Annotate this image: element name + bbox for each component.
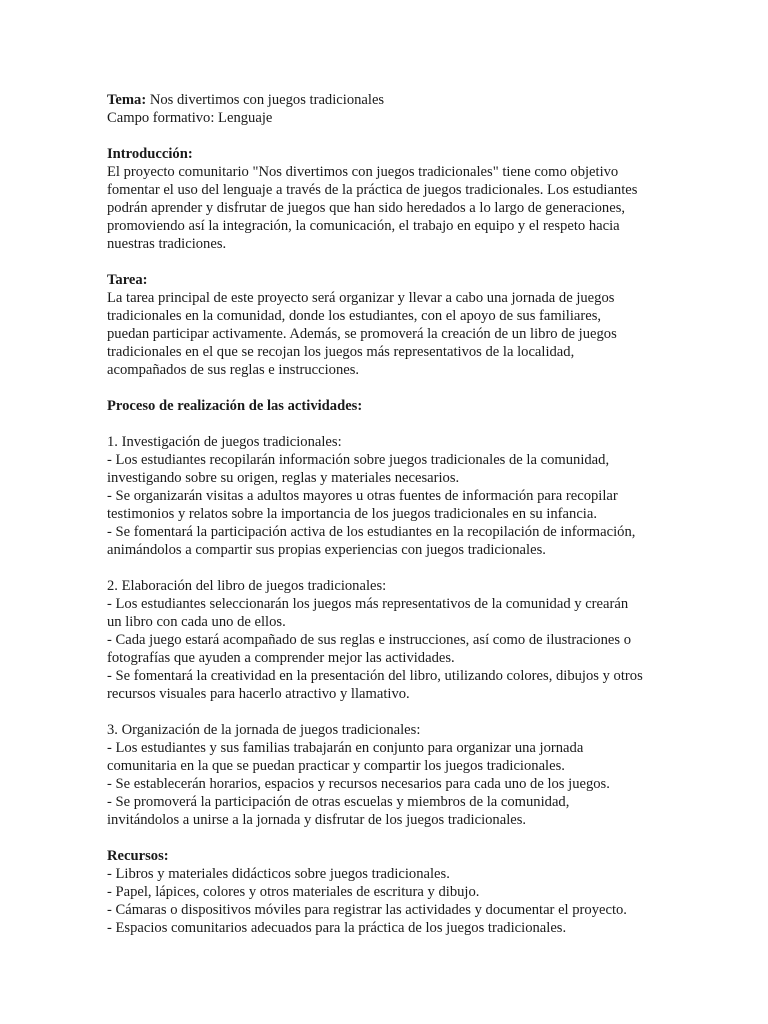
tarea-heading: Tarea: xyxy=(107,272,148,288)
recursos-line: - Papel, lápices, colores y otros materiales de escritura y dibujo. xyxy=(107,884,480,900)
step-line: testimonios y relatos sobre la importancia de los juegos tradicionales en su infancia. xyxy=(107,506,597,522)
step-line: animándolos a compartir sus propias experiencias con juegos tradicionales. xyxy=(107,542,546,558)
step-title: 1. Investigación de juegos tradicionales: xyxy=(107,434,342,450)
tarea-line: tradicionales en la comunidad, donde los estudiantes, con el apoyo de sus familiares, xyxy=(107,308,602,324)
step-line: fotografías que ayuden a comprender mejor las actividades. xyxy=(107,650,455,666)
spacer xyxy=(107,415,667,433)
step-line: invitándolos a unirse a la jornada y disfrutar de los juegos tradicionales. xyxy=(107,812,527,828)
step-line: - Los estudiantes recopilarán información sobre juegos tradicionales de la comunidad, xyxy=(107,452,610,468)
recursos-line: - Espacios comunitarios adecuados para la práctica de los juegos tradicionales. xyxy=(107,920,567,936)
tarea-line: acompañados de sus reglas e instrucciones. xyxy=(107,362,360,378)
tarea-line: tradicionales en el que se recojan los juegos más representativos de la localidad, xyxy=(107,344,575,360)
step-line: - Se promoverá la participación de otras escuelas y miembros de la comunidad, xyxy=(107,794,570,810)
tarea-line: La tarea principal de este proyecto será organizar y llevar a cabo una jornada de juegos xyxy=(107,290,615,306)
step-title: 2. Elaboración del libro de juegos tradicionales: xyxy=(107,578,387,594)
introduccion-line: promoviendo así la integración, la comunicación, el trabajo en equipo y el respeto hacia xyxy=(107,218,620,234)
step-line: - Se organizarán visitas a adultos mayores u otras fuentes de información para recopilar xyxy=(107,488,618,504)
spacer xyxy=(107,127,667,145)
document-page xyxy=(107,91,667,937)
introduccion-line: fomentar el uso del lenguaje a través de la práctica de juegos tradicionales. Los estudiantes xyxy=(107,182,638,198)
step-line: - Se fomentará la participación activa de los estudiantes en la recopilación de información, xyxy=(107,524,636,540)
spacer xyxy=(107,703,667,721)
tema-value: Nos divertimos con juegos tradicionales xyxy=(146,92,385,108)
step-line: un libro con cada uno de ellos. xyxy=(107,614,286,630)
tema-line xyxy=(107,91,667,109)
step-line: - Se establecerán horarios, espacios y recursos necesarios para cada uno de los juegos. xyxy=(107,776,610,792)
step-line: - Los estudiantes y sus familias trabajarán en conjunto para organizar una jornada xyxy=(107,740,584,756)
step-line: - Los estudiantes seleccionarán los juegos más representativos de la comunidad y crearán xyxy=(107,596,629,612)
introduccion-line: podrán aprender y disfrutar de juegos que han sido heredados a lo largo de generaciones, xyxy=(107,200,626,216)
introduccion-line: El proyecto comunitario "Nos divertimos con juegos tradicionales" tiene como objetivo xyxy=(107,164,619,180)
campo-formativo: Campo formativo: Lenguaje xyxy=(107,110,273,126)
recursos-heading: Recursos: xyxy=(107,848,169,864)
step-title: 3. Organización de la jornada de juegos tradicionales: xyxy=(107,722,421,738)
step-line: - Cada juego estará acompañado de sus reglas e instrucciones, así como de ilustraciones o xyxy=(107,632,631,648)
introduccion-line: nuestras tradiciones. xyxy=(107,236,227,252)
spacer xyxy=(107,253,667,271)
recursos-line: - Libros y materiales didácticos sobre juegos tradicionales. xyxy=(107,866,450,882)
spacer xyxy=(107,559,667,577)
tarea-line: puedan participar activamente. Además, se promoverá la creación de un libro de juegos xyxy=(107,326,617,342)
step-line: - Se fomentará la creatividad en la presentación del libro, utilizando colores, dibujos y otros xyxy=(107,668,643,684)
introduccion-heading: Introducción: xyxy=(107,146,193,162)
spacer xyxy=(107,829,667,847)
recursos-line: - Cámaras o dispositivos móviles para registrar las actividades y documentar el proyecto. xyxy=(107,902,627,918)
step-line: recursos visuales para hacerlo atractivo y llamativo. xyxy=(107,686,410,702)
proceso-heading: Proceso de realización de las actividades: xyxy=(107,398,363,414)
tema-label: Tema: xyxy=(107,92,147,108)
step-line: investigando sobre su origen, reglas y materiales necesarios. xyxy=(107,470,460,486)
step-line: comunitaria en la que se puedan practicar y compartir los juegos tradicionales. xyxy=(107,758,565,774)
spacer xyxy=(107,379,667,397)
